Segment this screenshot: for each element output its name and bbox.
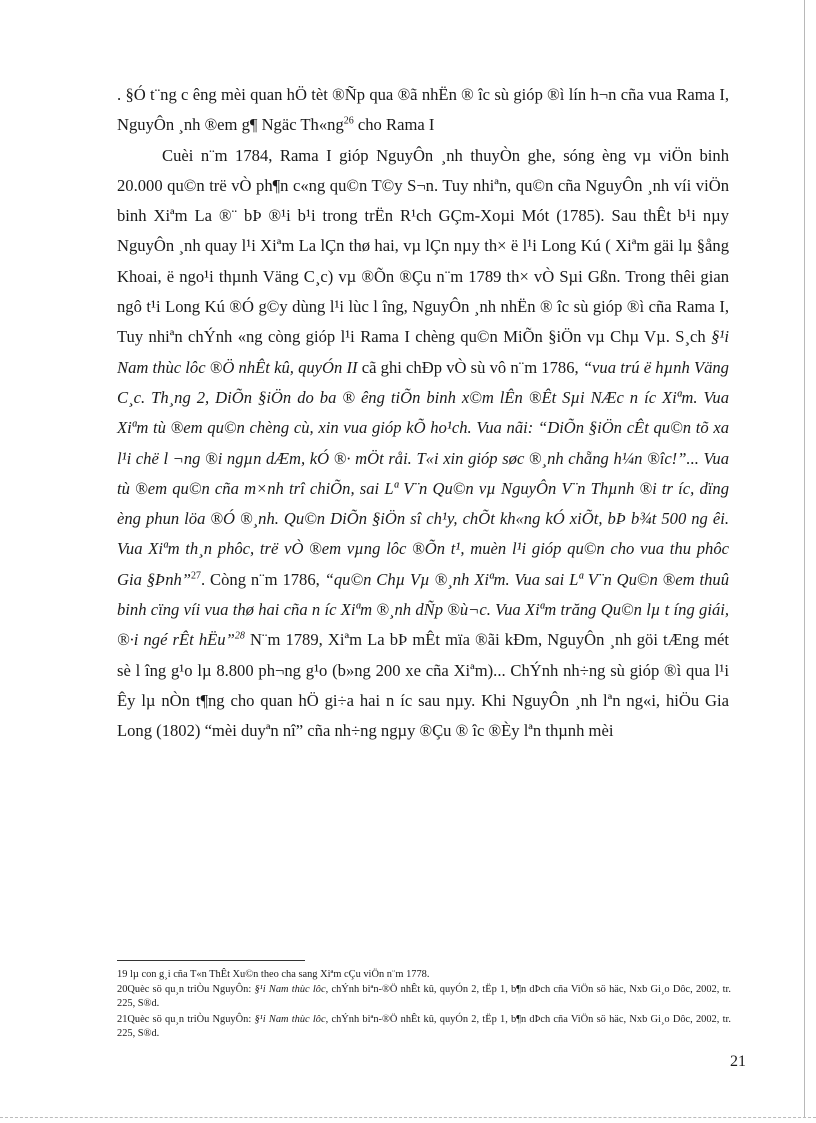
paragraph (117, 80, 729, 141)
footnote (117, 983, 731, 1011)
italic-text: “qu©n Chµ Vµ ®¸nh Xiªm. Vua sai Lª V¨n Qu©n ®em thuû binh cïng víi vua thø hai cña n íc Xiªm ®¸nh dÑp ®ù¬c. Vua Xiªm trăng Qu©n lµ t íng giái, ®·i ngé rÊt hËu” (117, 569, 729, 650)
text-run: , chÝnh biªn-®Ö nhÊt kû, quyÓn 2, tËp 1, b¶n dÞch cña ViÖn sö häc, Nxb Gi¸o Dôc, 2002, tr. 225, S®d. (117, 1013, 731, 1039)
footnote (117, 1013, 731, 1041)
paragraph (117, 141, 729, 747)
footnotes (117, 968, 731, 1042)
text-run: , chÝnh biªn-®Ö nhÊt kû, quyÓn 2, tËp 1, b¶n dÞch cña ViÖn sö häc, Nxb Gi¸o Dôc, 2002, tr. 225, S®d. (117, 984, 731, 1010)
text-run: . §Ó t¨ng c êng mèi quan hÖ tèt ®Ñp qua ®ã nhËn ® îc sù gióp ®ì lín h¬n cña vua Rama I, NguyÔn ¸nh ®em g¶ Ngäc Th«ng (117, 85, 729, 135)
italic-text: “vua trú ë hµnh Väng C¸c. Th¸ng 2, DiÕn §iÖn do ba ® êng tiÕn binh x©m lÊn ®Êt Sµi NÆc n íc Xiªm. Vua Xiªm tù ®em qu©n chèng cù, xin vua gióp kÕ ho¹ch. Vua nãi: “DiÕn §iÖn cÊt qu©n tõ xa l¹i chë l ¬ng ®i ngµn dÆm, kÓ ®· mÖt råi. T«i xin gióp søc ®¸nh chẵng h¼n ®îc!”... Vua tù ®em qu©n cña m×nh trî chiÕn, sai Lª V¨n Qu©n vµ NguyÔn V¨n Thµnh ®i tr íc, dïng èng phun löa ®Ó ®¸nh. Qu©n DiÕn §iÖn sî ch¹y, chÕt kh«ng kÓ xiÕt, bÞ b¾t 500 ng êi. Vua Xiªm th¸n phôc, trë vÒ ®em vµng lôc ®Õn t¹, muèn l¹i gióp qu©n cho vua thu phôc Gia §Þnh” (117, 357, 729, 589)
footnote (117, 968, 731, 982)
text-run: . Còng n¨m 1786, (201, 569, 325, 589)
footnote-ref: 26 (343, 115, 354, 127)
text-run: Cuèi n¨m 1784, Rama I gióp NguyÔn ¸nh thuyÒn ghe, sóng èng vµ viÖn binh 20.000 qu©n trë vÒ ph¶n c«ng qu©n T©y S¬n. Tuy nhiªn, qu©n cña NguyÔn ¸nh víi viÖn binh Xiªm La ®¨ bÞ ®¹i b¹i trong trËn R¹ch GÇm-Xoµi Mót (1785). Sau thÊt b¹i nµy NguyÔn ¸nh quay l¹i Xiªm La lÇn thø hai, vµ lÇn nµy th× ë l¹i Long Kú ( Xiªm gäi lµ §ång Khoai, ë ngo¹i thµnh Väng C¸c) vµ ®Õn ®Çu n¨m 1789 th× vÒ Sµi Gßn. Trong thêi gian ngô t¹i Long Kú ®Ó g©y dùng l¹i lùc l îng, NguyÔn ¸nh nhËn ® îc sù gióp ®ì cña Rama I, Tuy nhiªn chÝnh «ng còng gióp l¹i Rama I chèng qu©n MiÕn §iÖn vµ Chµ Vµ. S¸ch (117, 145, 729, 347)
italic-text: §¹i Nam thùc lôc (254, 984, 326, 996)
text-run: 19 lµ con g¸i cña T«n ThÊt Xu©n theo cha sang Xiªm cÇu viÖn n¨m 1778. (117, 969, 430, 980)
footnote-ref: 27 (191, 570, 202, 582)
page-number: 21 (730, 1053, 746, 1070)
italic-text: §¹i Nam thùc lôc (117, 327, 729, 377)
text-run: cã ghi chÐp vÒ sù vô n¨m 1786, (357, 357, 583, 377)
bottom-page-border (0, 1117, 816, 1118)
body-text (117, 80, 729, 747)
italic-text: ®Ö nhÊt kû, quyÓn II (205, 357, 358, 377)
footnote-separator (117, 960, 305, 961)
text-run: 21Quèc sö qu¸n triÒu NguyÔn: (117, 1013, 255, 1025)
text-run: 20Quèc sö qu¸n triÒu NguyÔn: (117, 984, 255, 996)
text-run: N¨m 1789, Xiªm La bÞ mÊt mïa ®ãi kÐm, NguyÔn ¸nh göi tÆng mét sè l îng g¹o lµ 8.800 ph¬ng g¹o (b»ng 200 xe cña Xiªm)... ChÝnh nh÷ng sù gióp ®ì qua l¹i Êy lµ nÒn t¶ng cho quan hÖ gi÷a hai n íc sau nµy. Khi NguyÔn ¸nh lªn ng«i, hiÖu Gia Long (1802) “mèi duyªn nî” cña nh÷ng ngµy ®Çu ® îc ®Èy lªn thµnh mèi (117, 630, 729, 741)
right-page-border (804, 0, 805, 1118)
text-run: cho Rama I (353, 115, 435, 135)
italic-text: §¹i Nam thùc lôc (254, 1013, 326, 1025)
footnote-ref: 28 (234, 630, 245, 642)
